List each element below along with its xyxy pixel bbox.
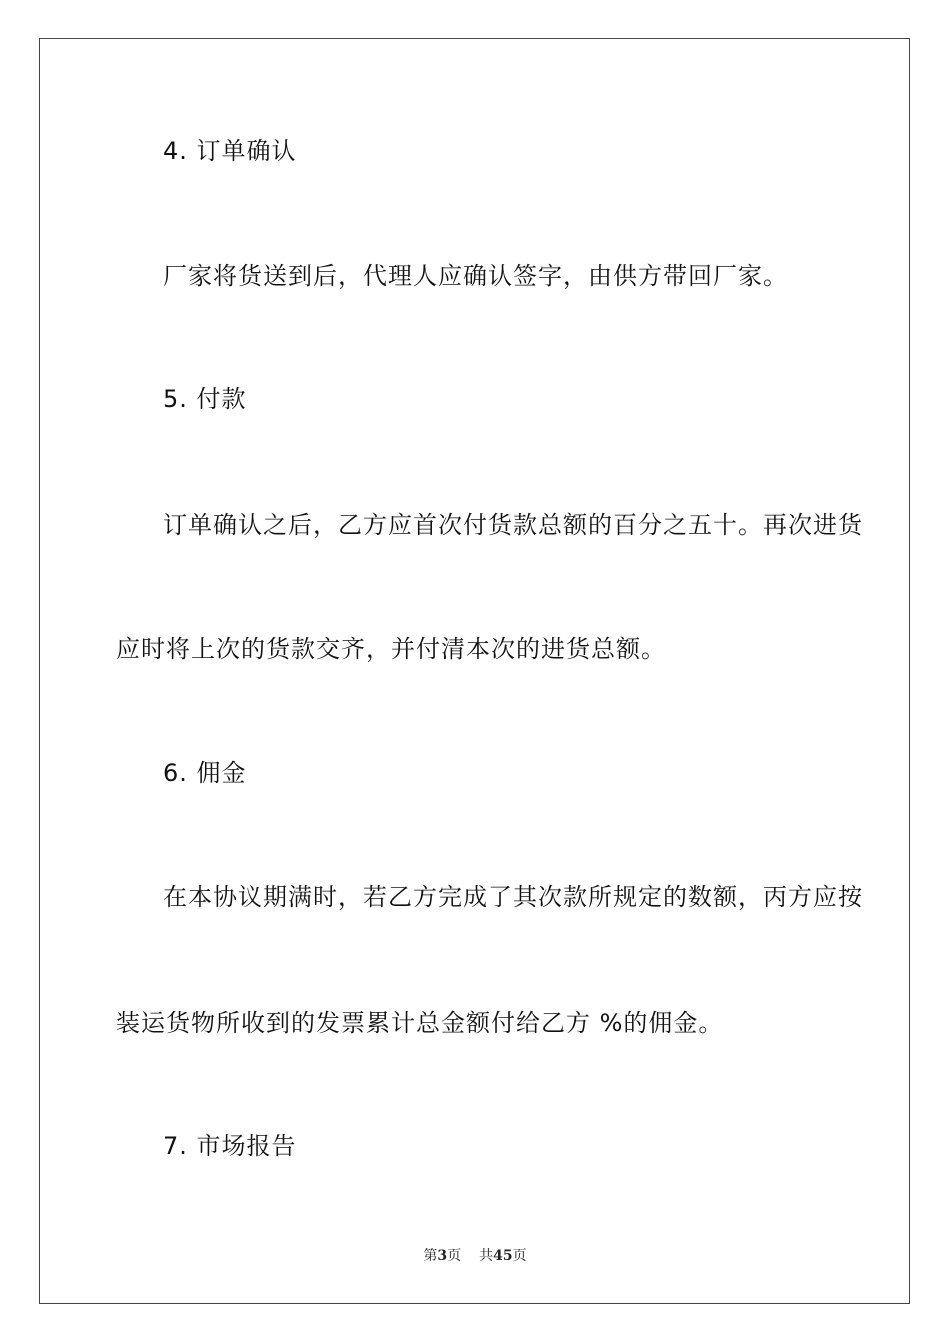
page-prefix: 第: [423, 1248, 438, 1264]
section-heading-payment: 5. 付款: [163, 385, 247, 413]
section-heading-order-confirmation: 4. 订单确认: [163, 137, 297, 165]
paragraph-line: 在本协议期满时，若乙方完成了其次款所规定的数额，丙方应按: [163, 883, 863, 911]
paragraph-line: 订单确认之后，乙方应首次付货款总额的百分之五十。再次进货: [163, 511, 863, 539]
section-heading-commission: 6. 佣金: [163, 759, 247, 787]
page-border: [39, 38, 910, 1304]
total-page-count: 45: [493, 1248, 513, 1264]
total-prefix: 共: [479, 1248, 494, 1264]
section-heading-market-report: 7. 市场报告: [163, 1132, 297, 1160]
paragraph-line: 应时将上次的货款交齐，并付清本次的进货总额。: [116, 635, 666, 663]
page-footer: [0, 1246, 950, 1266]
page-suffix: 页: [447, 1248, 462, 1264]
total-suffix: 页: [512, 1248, 527, 1264]
current-page-number: 3: [437, 1248, 448, 1264]
paragraph-line: 厂家将货送到后，代理人应确认签字，由供方带回厂家。: [163, 262, 788, 290]
paragraph-line: 装运货物所收到的发票累计总金额付给乙方 %的佣金。: [116, 1009, 724, 1037]
